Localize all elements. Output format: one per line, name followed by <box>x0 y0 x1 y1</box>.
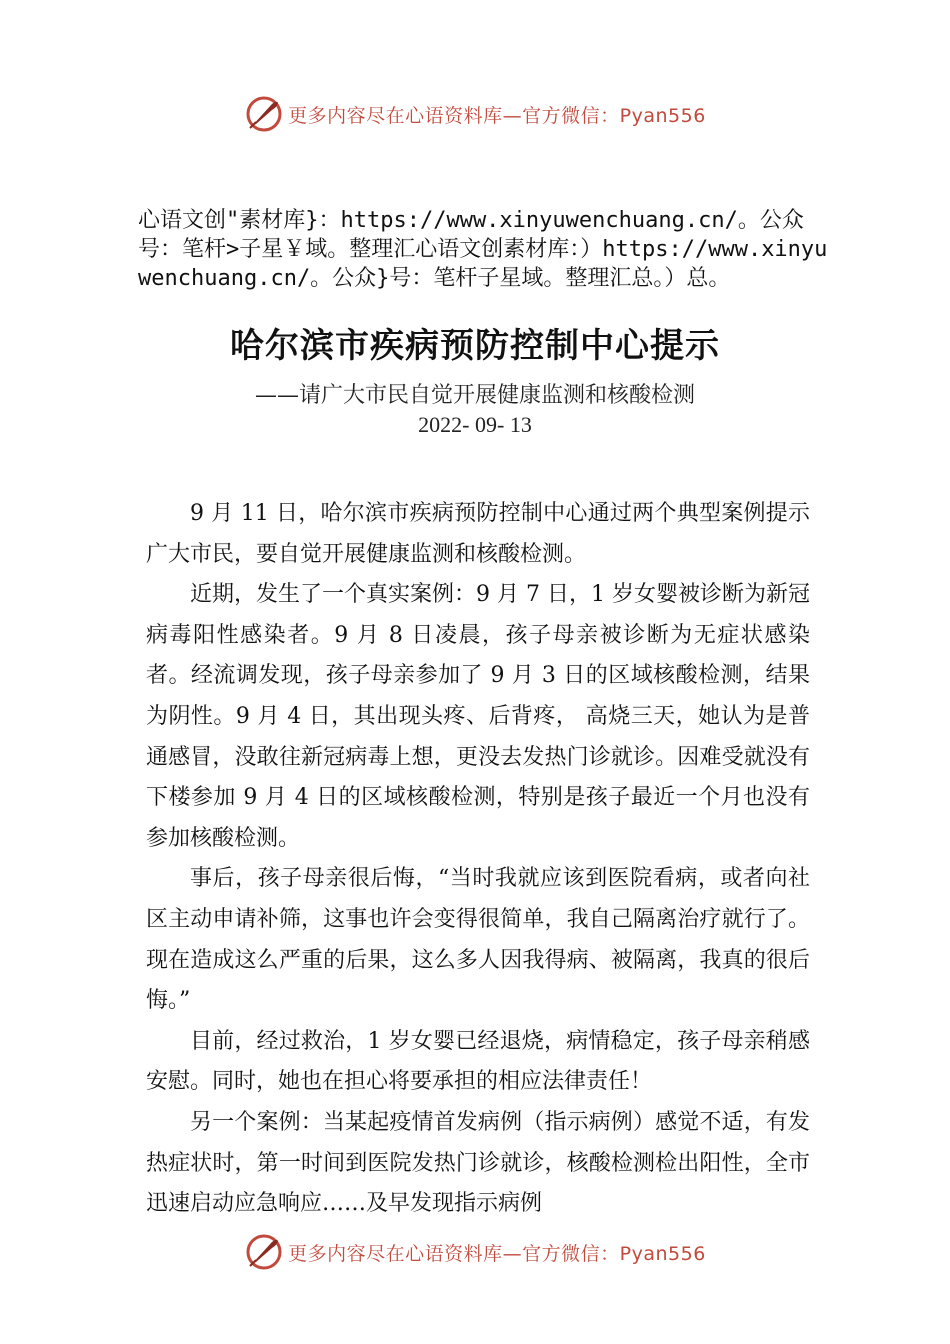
document-title: 哈尔滨市疾病预防控制中心提示 <box>230 326 720 366</box>
document-subtitle: ——请广大市民自觉开展健康监测和核酸检测 <box>254 383 695 408</box>
quill-pen-logo-icon <box>244 1232 284 1272</box>
watermark-text: 更多内容尽在心语资料库—官方微信：Pyan556 <box>288 1242 706 1265</box>
body-paragraph: 近期，发生了一个真实案例：9 月 7 日，1 岁女婴被诊断为新冠病毒阳性感染者。9 月 8 日凌晨，孩子母亲被诊断为无症状感染者。经流调发现，孩子母亲参加了 9 月 3 日的区域核酸检测，结果为阴性。9 月 4 日，其出现头疼、后背疼， 高烧三天，她认为是普通感冒，没敢往新冠病毒上想，更没去发热门诊就诊。因难受就没有下楼参加 9 月 4 日的区域核酸检测，特别是孩子最近一个月也没有参加核酸检测。 <box>146 582 810 851</box>
watermark-text: 更多内容尽在心语资料库—官方微信：Pyan556 <box>288 104 706 127</box>
body-paragraph: 另一个案例：当某起疫情首发病例（指示病例）感觉不适，有发热症状时，第一时间到医院发热门诊就诊，核酸检测检出阳性，全市迅速启动应急响应……及早发现指示病例 <box>146 1109 810 1217</box>
document-date: 2022- 09- 13 <box>418 412 532 437</box>
document-body <box>146 494 810 1225</box>
body-paragraph: 9 月 11 日，哈尔滨市疾病预防控制中心通过两个典型案例提示广大市民，要自觉开展健康监测和核酸检测。 <box>146 501 810 567</box>
watermark-footer <box>0 1230 950 1274</box>
body-paragraph: 事后，孩子母亲很后悔，“当时我就应该到医院看病，或者向社区主动申请补筛，这事也许会变得很简单，我自己隔离治疗就行了。现在造成这么严重的后果，这么多人因我得病、被隔离，我真的很后悔。” <box>146 866 810 1014</box>
watermark-header <box>0 92 950 136</box>
header-source-note: 心语文创"素材库}：https://www.xinyuwenchuang.cn/。公众号：笔杆>子星￥域。整理汇心语文创素材库：）https://www.xinyuwenchuang.cn/。公众}号：笔杆子星域。整理汇总。）总。 <box>138 208 828 291</box>
body-paragraph: 目前，经过救治，1 岁女婴已经退烧，病情稳定，孩子母亲稍感安慰。同时，她也在担心将要承担的相应法律责任！ <box>146 1028 810 1095</box>
quill-pen-logo-icon <box>244 94 284 134</box>
